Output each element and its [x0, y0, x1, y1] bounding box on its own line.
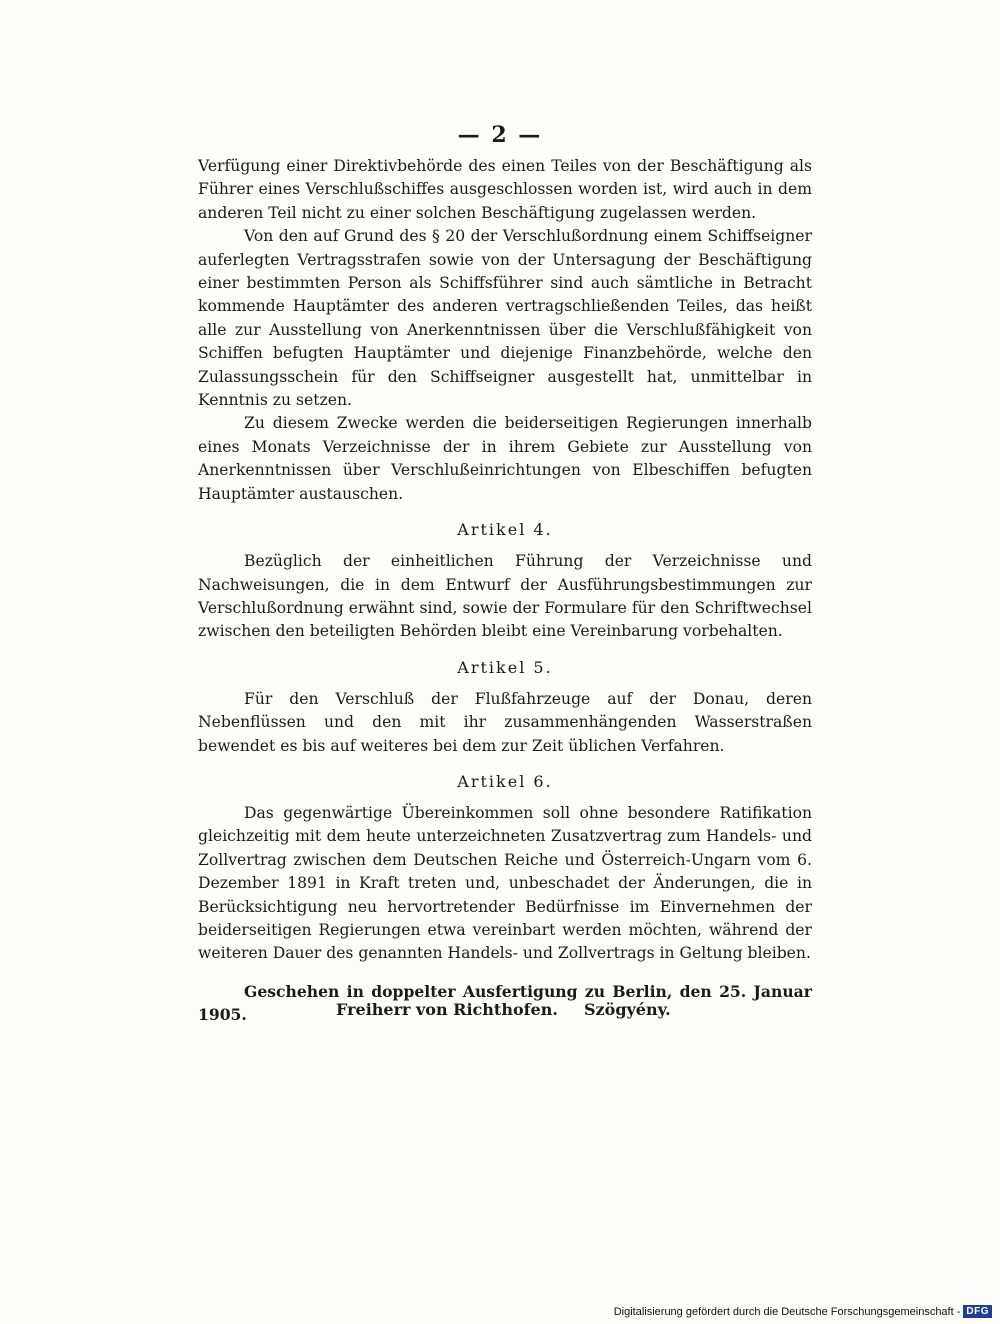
page-number: — 2 —	[457, 122, 543, 148]
article-text: Das gegenwärtige Übereinkommen soll ohne besondere Ratifikation gleichzeitig mit dem heute unterzeichneten Zusatzvertrag zum Handels- und Zollvertrag zwischen dem Deutschen Reiche und Österreich-Ungarn vom 6. Dezember 1891 in Kraft treten und, unbeschadet der Änderungen, die in Berücksichtigung neu hervortretender Bedürfnisse im Einvernehmen der beiderseitigen Regierungen etwa vereinbart werden möchten, während der weiteren Dauer des genannten Handels- und Zollvertrags in Geltung bleiben.	[198, 803, 812, 963]
signature-block	[0, 1000, 1000, 1030]
article-heading: Artikel 4.	[457, 520, 553, 540]
footer-text: Digitalisierung gefördert durch die Deutsche Forschungsgemeinschaft -	[613, 1305, 961, 1318]
article-heading: Artikel 6.	[457, 771, 553, 791]
paragraph-continued: Verfügung einer Direktivbehörde des einen Teiles von der Beschäftigung als Führer eines Verschlußschiffes ausgeschlossen worden ist, wird auch in dem anderen Teil nicht zu einer solchen Beschäftigung zugelassen werden.	[198, 157, 812, 222]
closing-statement: Geschehen in doppelter Ausfertigung zu Berlin, den 25. Januar 1905.	[198, 981, 812, 1025]
document-body	[198, 155, 812, 1027]
article-text: Bezüglich der einheitlichen Führung der Verzeichnisse und Nachweisungen, die in dem Entwurf der Ausführungsbestimmungen zur Verschlußordnung erwähnt sind, sowie der Formulare für den Schriftwechsel zwischen den beteiligten Behörden bleibt eine Vereinbarung vorbehalten.	[198, 552, 812, 641]
article-heading: Artikel 5.	[457, 657, 553, 677]
dfg-logo-icon: DFG	[963, 1305, 992, 1318]
paragraph-exchange: Zu diesem Zwecke werden die beiderseitigen Regierungen innerhalb eines Monats Verzeichnisse der in ihrem Gebiete zur Ausstellung von Anerkenntnissen über Verschlußeinrichtungen von Elbeschiffen befugten Hauptämter austauschen.	[198, 414, 812, 503]
signature-left: Freiherr von Richthofen.	[336, 1000, 558, 1019]
article-text: Für den Verschluß der Flußfahrzeuge auf der Donau, deren Nebenflüssen und den mit ihr zusammenhängenden Wasserstraßen bewendet es bis auf weiteres bei dem zur Zeit üblichen Verfahren.	[198, 689, 812, 755]
paragraph-penalties: Von den auf Grund des § 20 der Verschlußordnung einem Schiffseigner auferlegten Vertragsstrafen sowie von der Untersagung der Beschäftigung einer bestimmten Person als Schiffsführer sind auch sämtliche in Betracht kommende Hauptämter des anderen vertragschließenden Teiles, das heißt alle zur Ausstellung von Anerkenntnissen über die Verschlußfähigkeit von Schiffen befugten Hauptämter und diejenige Finanzbehörde, welche den Zulassungsschein für den Schiffseigner ausgestellt hat, unmittelbar in Kenntnis zu setzen.	[198, 227, 812, 410]
signature-right: Szögyény.	[584, 1000, 671, 1019]
footer-credit	[614, 1305, 992, 1318]
